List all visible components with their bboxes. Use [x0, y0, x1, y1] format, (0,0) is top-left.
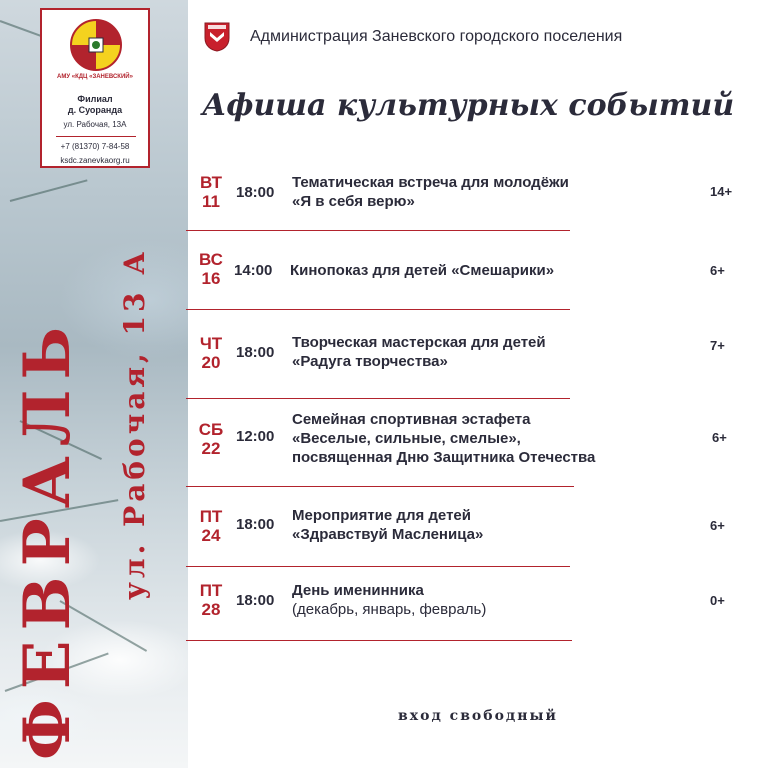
event-description-line: «Радуга творчества»: [292, 353, 448, 370]
branch-name-line1: Филиал: [77, 94, 113, 104]
event-description: [292, 333, 672, 371]
event-divider: [186, 640, 572, 641]
event-weekday: СБ: [198, 420, 224, 439]
event-age-rating: 6+: [712, 430, 727, 445]
event-time: 18:00: [236, 184, 275, 201]
event-time: 12:00: [236, 428, 275, 445]
free-entry-note: вход свободный: [398, 708, 558, 724]
kdc-logo-icon: [69, 18, 123, 72]
event-description-line: (декабрь, январь, февраль): [292, 601, 487, 618]
street-title: ул. Рабочая, 13 А: [118, 247, 151, 600]
event-description-line: посвященная Дню Защитника Отечества: [292, 449, 596, 466]
event-weekday: ЧТ: [199, 334, 223, 353]
event-weekday: ВТ: [199, 173, 222, 192]
event-description: [292, 581, 672, 619]
event-day: 28: [201, 600, 221, 619]
event-divider: [186, 309, 570, 310]
event-description-line: День именинника: [292, 582, 424, 599]
winter-photo-panel: [0, 0, 188, 768]
event-description-line: Семейная спортивная эстафета: [292, 411, 531, 428]
event-age-rating: 14+: [710, 184, 733, 199]
event-day: 16: [201, 269, 221, 288]
event-description: [290, 261, 670, 280]
event-description-line: Тематическая встреча для молодёжи: [292, 174, 569, 191]
page-title: Афиша культурных событий: [202, 88, 735, 123]
event-description-line: «Здравствуй Масленица»: [292, 526, 484, 543]
administration-name: Администрация Заневского городского поселения: [250, 28, 623, 45]
event-description: [292, 410, 672, 467]
event-description-line: Кинопоказ для детей «Смешарики»: [290, 262, 555, 279]
branch-name-line2: д. Суоранда: [67, 105, 123, 115]
branch-website: ksdc.zanevkaorg.ru: [60, 156, 130, 165]
event-divider: [186, 486, 574, 487]
event-age-rating: 6+: [710, 263, 725, 278]
event-weekday: ПТ: [199, 581, 223, 600]
event-divider: [186, 566, 570, 567]
event-description: [292, 173, 672, 211]
coat-of-arms-icon: [204, 22, 230, 52]
event-divider: [186, 398, 570, 399]
logo-caption: АМУ «КДЦ «ЗАНЕВСКИЙ»: [57, 74, 133, 80]
event-description: [292, 506, 672, 544]
branch-phone: +7 (81370) 7-84-58: [60, 142, 130, 151]
branch-address: ул. Рабочая, 13А: [63, 120, 127, 129]
event-day: 22: [201, 439, 221, 458]
event-description-line: «Веселые, сильные, смелые»,: [292, 430, 521, 447]
event-age-rating: 6+: [710, 518, 725, 533]
month-title: ФЕВРАЛЬ: [10, 316, 85, 760]
event-day: 24: [201, 526, 221, 545]
event-time: 14:00: [234, 262, 273, 279]
event-time: 18:00: [236, 344, 275, 361]
card-divider: [56, 136, 136, 137]
event-weekday: ПТ: [199, 507, 223, 526]
event-description-line: «Я в себя верю»: [292, 193, 415, 210]
branch-info-card: [40, 8, 150, 168]
event-weekday: ВС: [199, 250, 223, 269]
event-age-rating: 0+: [710, 593, 725, 608]
event-day: 20: [201, 353, 221, 372]
event-time: 18:00: [236, 516, 275, 533]
event-description-line: Мероприятие для детей: [292, 507, 471, 524]
event-divider: [186, 230, 570, 231]
event-day: 11: [202, 192, 220, 211]
event-time: 18:00: [236, 592, 275, 609]
event-age-rating: 7+: [710, 338, 725, 353]
event-description-line: Творческая мастерская для детей: [292, 334, 546, 351]
